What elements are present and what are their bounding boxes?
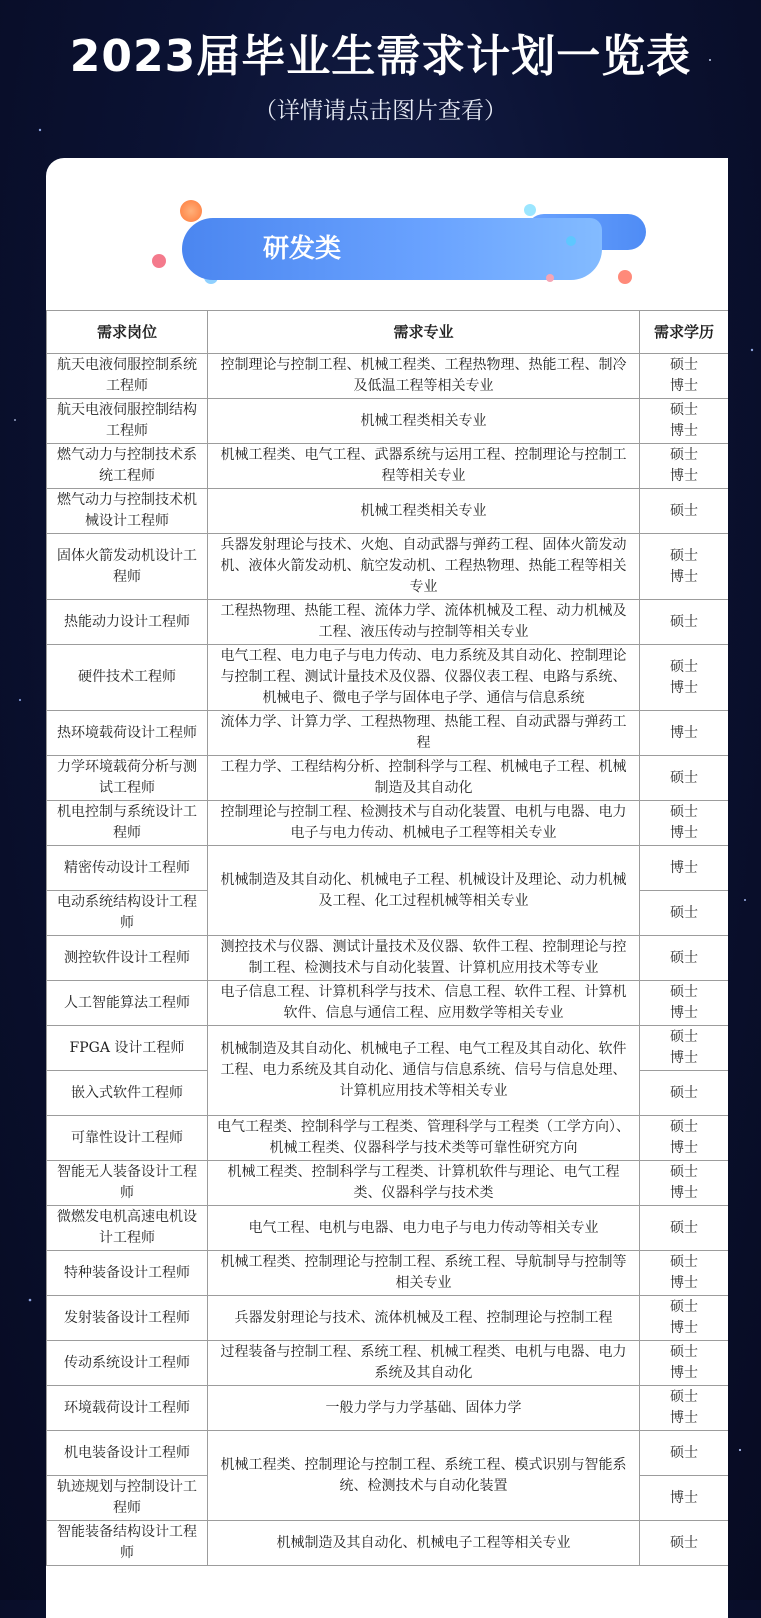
major-cell: 机械制造及其自动化、机械电子工程、机械设计及理论、动力机械及工程、化工过程机械等相关专业 bbox=[208, 846, 640, 936]
table-row bbox=[47, 1026, 729, 1071]
requirements-table bbox=[46, 310, 728, 1566]
major-cell: 控制理论与控制工程、检测技术与自动化装置、电机与电器、电力电子与电力传动、机械电子工程等相关专业 bbox=[208, 801, 640, 846]
major-cell: 机械制造及其自动化、机械电子工程、电气工程及其自动化、软件工程、电力系统及其自动化、通信与信息系统、信号与信息处理、计算机应用技术等相关专业 bbox=[208, 1026, 640, 1116]
major-cell: 机械工程类相关专业 bbox=[208, 489, 640, 534]
position-cell: 航天电液伺服控制系统工程师 bbox=[47, 354, 208, 399]
major-cell: 过程装备与控制工程、系统工程、机械工程类、电机与电器、电力系统及其自动化 bbox=[208, 1341, 640, 1386]
major-cell: 工程热物理、热能工程、流体力学、流体机械及工程、动力机械及工程、液压传动与控制等相关专业 bbox=[208, 600, 640, 645]
degree-cell: 硕士 博士 bbox=[640, 981, 729, 1026]
degree-cell: 硕士 bbox=[640, 1206, 729, 1251]
header-position: 需求岗位 bbox=[47, 311, 208, 354]
major-cell: 机械制造及其自动化、机械电子工程等相关专业 bbox=[208, 1521, 640, 1566]
decor-dot-light bbox=[566, 236, 576, 246]
table-row bbox=[47, 600, 729, 645]
degree-cell: 博士 bbox=[640, 846, 729, 891]
major-cell: 机械工程类、控制理论与控制工程、系统工程、导航制导与控制等相关专业 bbox=[208, 1251, 640, 1296]
major-cell: 电气工程类、控制科学与工程类、管理科学与工程类（工学方向）、机械工程类、仪器科学与技术类等可靠性研究方向 bbox=[208, 1116, 640, 1161]
degree-cell: 博士 bbox=[640, 1476, 729, 1521]
table-row bbox=[47, 846, 729, 891]
position-cell: 电动系统结构设计工程师 bbox=[47, 891, 208, 936]
degree-cell: 硕士 博士 bbox=[640, 534, 729, 600]
position-cell: 燃气动力与控制技术系统工程师 bbox=[47, 444, 208, 489]
position-cell: 燃气动力与控制技术机械设计工程师 bbox=[47, 489, 208, 534]
table-row bbox=[47, 936, 729, 981]
header-major: 需求专业 bbox=[208, 311, 640, 354]
degree-cell: 硕士 博士 bbox=[640, 1296, 729, 1341]
major-cell: 机械工程类、控制理论与控制工程、系统工程、模式识别与智能系统、检测技术与自动化装置 bbox=[208, 1431, 640, 1521]
degree-cell: 博士 bbox=[640, 711, 729, 756]
major-cell: 流体力学、计算力学、工程热物理、热能工程、自动武器与弹药工程 bbox=[208, 711, 640, 756]
position-cell: 嵌入式软件工程师 bbox=[47, 1071, 208, 1116]
position-cell: 热环境载荷设计工程师 bbox=[47, 711, 208, 756]
degree-cell: 硕士 博士 bbox=[640, 354, 729, 399]
degree-cell: 硕士 博士 bbox=[640, 1026, 729, 1071]
degree-cell: 硕士 博士 bbox=[640, 1251, 729, 1296]
table-row bbox=[47, 1296, 729, 1341]
position-cell: 智能无人装备设计工程师 bbox=[47, 1161, 208, 1206]
table-row bbox=[47, 1161, 729, 1206]
major-cell: 机械工程类、电气工程、武器系统与运用工程、控制理论与控制工程等相关专业 bbox=[208, 444, 640, 489]
major-cell: 控制理论与控制工程、机械工程类、工程热物理、热能工程、制冷及低温工程等相关专业 bbox=[208, 354, 640, 399]
major-cell: 兵器发射理论与技术、火炮、自动武器与弹药工程、固体火箭发动机、液体火箭发动机、航空发动机、工程热物理、热能工程等相关专业 bbox=[208, 534, 640, 600]
table-row bbox=[47, 756, 729, 801]
major-cell: 电子信息工程、计算机科学与技术、信息工程、软件工程、计算机软件、信息与通信工程、应用数学等相关专业 bbox=[208, 981, 640, 1026]
degree-cell: 硕士 博士 bbox=[640, 1161, 729, 1206]
degree-cell: 硕士 bbox=[640, 1071, 729, 1116]
table-body bbox=[47, 354, 729, 1566]
degree-cell: 硕士 博士 bbox=[640, 801, 729, 846]
table-row bbox=[47, 1431, 729, 1476]
decor-dot-pink bbox=[152, 254, 166, 268]
position-cell: 可靠性设计工程师 bbox=[47, 1116, 208, 1161]
page-title: 2023届毕业生需求计划一览表 bbox=[69, 31, 692, 82]
degree-cell: 硕士 bbox=[640, 489, 729, 534]
degree-cell: 硕士 bbox=[640, 891, 729, 936]
decor-dot-small bbox=[546, 274, 554, 282]
header-degree: 需求学历 bbox=[640, 311, 729, 354]
decor-dot-coral bbox=[618, 270, 632, 284]
table-header-row bbox=[47, 311, 729, 354]
table-row bbox=[47, 444, 729, 489]
degree-cell: 硕士 博士 bbox=[640, 444, 729, 489]
major-cell: 工程力学、工程结构分析、控制科学与工程、机械电子工程、机械制造及其自动化 bbox=[208, 756, 640, 801]
table-row bbox=[47, 801, 729, 846]
degree-cell: 硕士 博士 bbox=[640, 1341, 729, 1386]
page-subtitle: （详情请点击图片查看） bbox=[254, 98, 507, 124]
position-cell: 人工智能算法工程师 bbox=[47, 981, 208, 1026]
position-cell: 发射装备设计工程师 bbox=[47, 1296, 208, 1341]
category-label: 研发类 bbox=[262, 234, 341, 264]
position-cell: 环境载荷设计工程师 bbox=[47, 1386, 208, 1431]
degree-cell: 硕士 bbox=[640, 936, 729, 981]
degree-cell: 硕士 博士 bbox=[640, 1116, 729, 1161]
degree-cell: 硕士 bbox=[640, 600, 729, 645]
degree-cell: 硕士 bbox=[640, 1431, 729, 1476]
major-cell: 测控技术与仪器、测试计量技术及仪器、软件工程、控制理论与控制工程、检测技术与自动化装置、计算机应用技术等专业 bbox=[208, 936, 640, 981]
position-cell: 硬件技术工程师 bbox=[47, 645, 208, 711]
degree-cell: 硕士 博士 bbox=[640, 399, 729, 444]
table-row bbox=[47, 981, 729, 1026]
position-cell: 微燃发电机高速电机设计工程师 bbox=[47, 1206, 208, 1251]
major-cell: 一般力学与力学基础、固体力学 bbox=[208, 1386, 640, 1431]
table-row bbox=[47, 1251, 729, 1296]
category-banner bbox=[182, 218, 602, 280]
position-cell: 热能动力设计工程师 bbox=[47, 600, 208, 645]
degree-cell: 硕士 博士 bbox=[640, 1386, 729, 1431]
major-cell: 机械工程类相关专业 bbox=[208, 399, 640, 444]
table-row bbox=[47, 354, 729, 399]
table-row bbox=[47, 711, 729, 756]
table-row bbox=[47, 489, 729, 534]
major-cell: 机械工程类、控制科学与工程类、计算机软件与理论、电气工程类、仪器科学与技术类 bbox=[208, 1161, 640, 1206]
table-row bbox=[47, 1206, 729, 1251]
major-cell: 兵器发射理论与技术、流体机械及工程、控制理论与控制工程 bbox=[208, 1296, 640, 1341]
table-row bbox=[47, 1116, 729, 1161]
degree-cell: 硕士 bbox=[640, 1521, 729, 1566]
table-row bbox=[47, 534, 729, 600]
table-row bbox=[47, 645, 729, 711]
position-cell: 测控软件设计工程师 bbox=[47, 936, 208, 981]
table-row bbox=[47, 399, 729, 444]
position-cell: 机电控制与系统设计工程师 bbox=[47, 801, 208, 846]
table-row bbox=[47, 1386, 729, 1431]
position-cell: FPGA 设计工程师 bbox=[47, 1026, 208, 1071]
table-row bbox=[47, 1341, 729, 1386]
degree-cell: 硕士 博士 bbox=[640, 645, 729, 711]
position-cell: 轨迹规划与控制设计工程师 bbox=[47, 1476, 208, 1521]
position-cell: 智能装备结构设计工程师 bbox=[47, 1521, 208, 1566]
position-cell: 固体火箭发动机设计工程师 bbox=[47, 534, 208, 600]
position-cell: 特种装备设计工程师 bbox=[47, 1251, 208, 1296]
position-cell: 航天电液伺服控制结构工程师 bbox=[47, 399, 208, 444]
table-row bbox=[47, 1521, 729, 1566]
major-cell: 电气工程、电机与电器、电力电子与电力传动等相关专业 bbox=[208, 1206, 640, 1251]
position-cell: 精密传动设计工程师 bbox=[47, 846, 208, 891]
degree-cell: 硕士 bbox=[640, 756, 729, 801]
position-cell: 传动系统设计工程师 bbox=[47, 1341, 208, 1386]
plan-card[interactable] bbox=[46, 158, 728, 1618]
major-cell: 电气工程、电力电子与电力传动、电力系统及其自动化、控制理论与控制工程、测试计量技术及仪器、仪器仪表工程、电路与系统、机械电子、微电子学与固体电子学、通信与信息系统 bbox=[208, 645, 640, 711]
decor-dot-cyan bbox=[524, 204, 536, 216]
position-cell: 力学环境载荷分析与测试工程师 bbox=[47, 756, 208, 801]
position-cell: 机电装备设计工程师 bbox=[47, 1431, 208, 1476]
